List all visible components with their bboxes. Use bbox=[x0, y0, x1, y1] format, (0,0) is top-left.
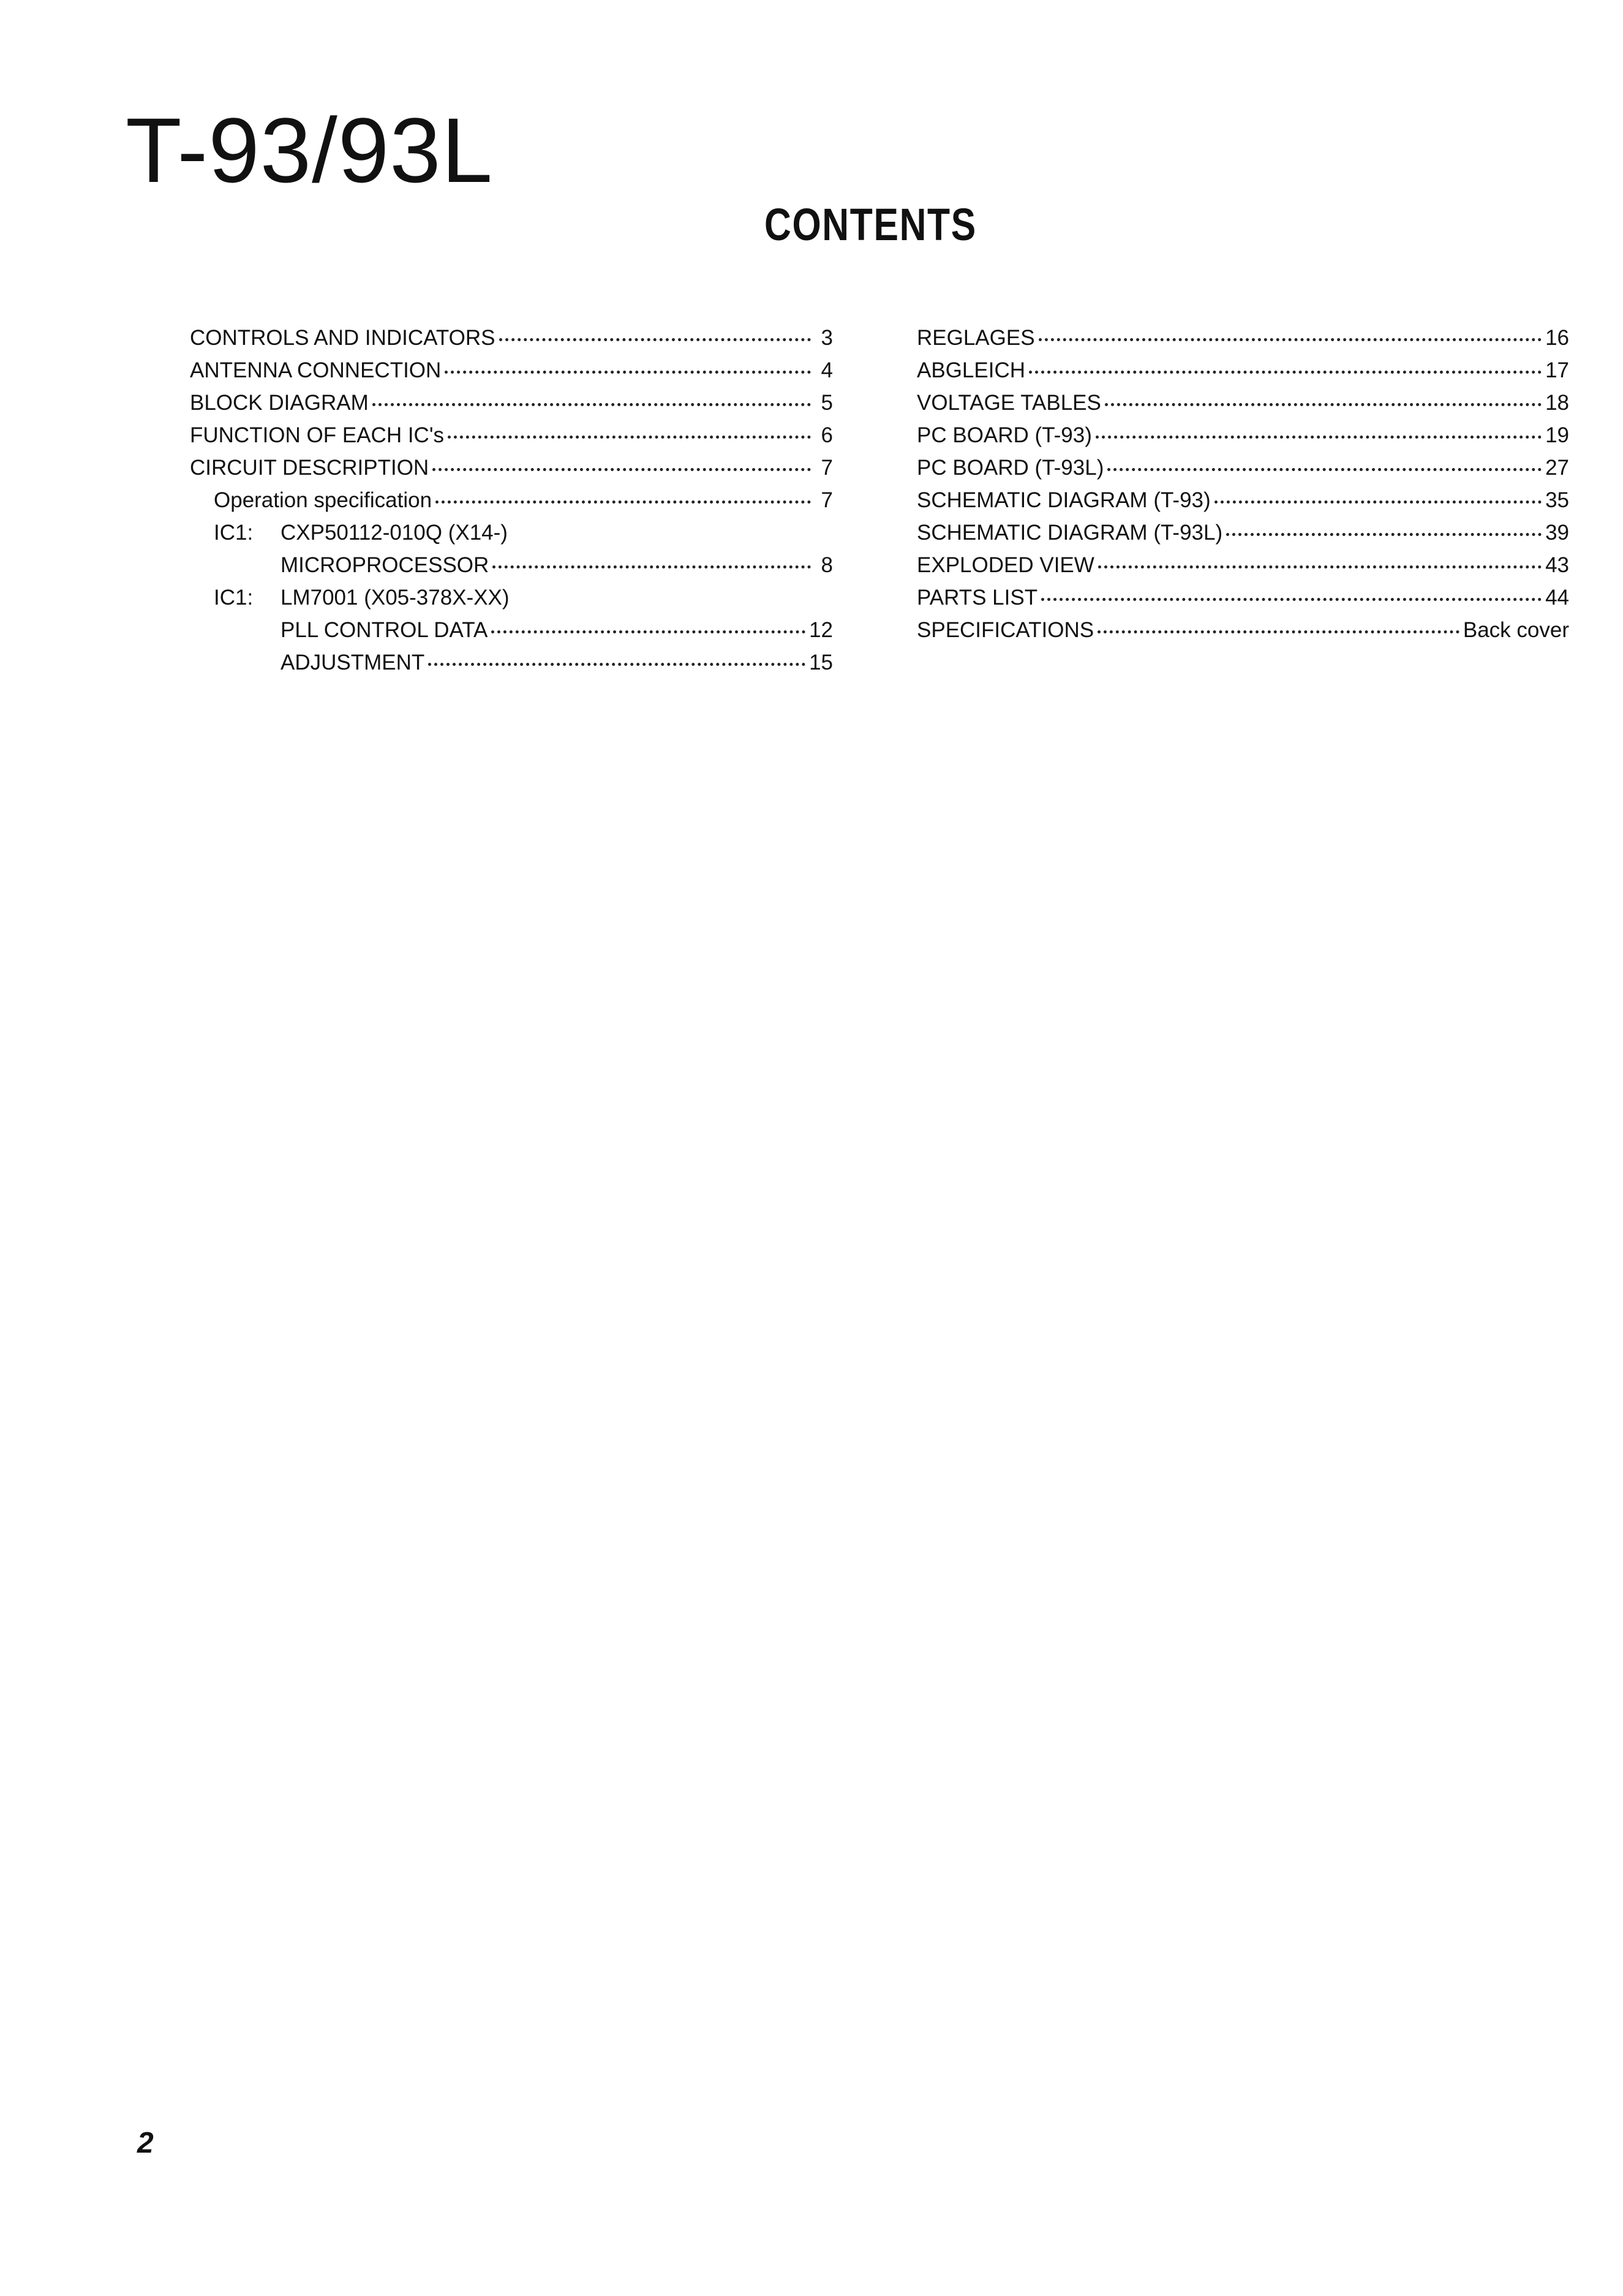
dot-leader bbox=[499, 338, 812, 341]
dot-leader bbox=[448, 436, 811, 439]
toc-entry-page: 4 bbox=[821, 358, 833, 382]
toc-subheading bbox=[190, 581, 833, 614]
toc-entry[interactable] bbox=[917, 549, 1569, 581]
toc-entry[interactable] bbox=[917, 484, 1569, 516]
dot-leader bbox=[1226, 533, 1542, 536]
toc-entry-label: SPECIFICATIONS bbox=[917, 618, 1094, 642]
toc-entry-prefix: IC1: bbox=[214, 586, 254, 610]
toc-entry-prefix: IC1: bbox=[214, 521, 254, 545]
toc-entry-page: 5 bbox=[821, 391, 833, 415]
toc-entry-page: 17 bbox=[1545, 358, 1569, 382]
toc-entry[interactable] bbox=[917, 614, 1569, 646]
toc-entry-label: EXPLODED VIEW bbox=[917, 553, 1094, 577]
toc-entry-page: 44 bbox=[1545, 586, 1569, 610]
dot-leader bbox=[1107, 468, 1542, 471]
toc-entry[interactable] bbox=[190, 322, 833, 354]
toc-entry[interactable] bbox=[917, 354, 1569, 387]
toc-entry-page: 7 bbox=[821, 488, 833, 512]
toc-entry-label: Operation specification bbox=[214, 488, 432, 512]
toc-subentry[interactable] bbox=[190, 484, 833, 516]
toc-right-column bbox=[917, 322, 1569, 646]
page-number: 2 bbox=[137, 2127, 154, 2159]
toc-entry-page: 39 bbox=[1545, 521, 1569, 545]
toc-entry[interactable] bbox=[917, 322, 1569, 354]
dot-leader bbox=[428, 663, 805, 666]
toc-entry-label: SCHEMATIC DIAGRAM (T-93) bbox=[917, 488, 1211, 512]
toc-entry[interactable] bbox=[917, 451, 1569, 484]
dot-leader bbox=[435, 500, 811, 504]
contents-heading: CONTENTS bbox=[764, 199, 977, 250]
toc-entry-label: MICROPROCESSOR bbox=[281, 553, 489, 577]
toc-subentry[interactable] bbox=[190, 549, 833, 581]
dot-leader bbox=[1096, 436, 1542, 439]
toc-entry-label: ADJUSTMENT bbox=[281, 651, 425, 674]
toc-entry[interactable] bbox=[190, 451, 833, 484]
toc-entry-label: PARTS LIST bbox=[917, 586, 1038, 610]
toc-entry-page: 16 bbox=[1545, 326, 1569, 350]
toc-entry-page: Back cover bbox=[1463, 618, 1569, 642]
toc-entry-label: CIRCUIT DESCRIPTION bbox=[190, 456, 429, 480]
dot-leader bbox=[1039, 338, 1542, 341]
toc-entry[interactable] bbox=[917, 516, 1569, 549]
dot-leader bbox=[1098, 565, 1542, 568]
toc-subentry[interactable] bbox=[190, 614, 833, 646]
toc-entry-label: ANTENNA CONNECTION bbox=[190, 358, 442, 382]
dot-leader bbox=[432, 468, 811, 471]
toc-entry-page: 43 bbox=[1545, 553, 1569, 577]
toc-entry-label: PC BOARD (T-93) bbox=[917, 423, 1092, 447]
dot-leader bbox=[1029, 371, 1542, 374]
dot-leader bbox=[492, 565, 811, 568]
toc-entry-label: BLOCK DIAGRAM bbox=[190, 391, 369, 415]
model-title: T-93/93L bbox=[126, 99, 494, 202]
dot-leader bbox=[1214, 500, 1542, 504]
toc-entry-page: 27 bbox=[1545, 456, 1569, 480]
dot-leader bbox=[1105, 403, 1542, 406]
dot-leader bbox=[1041, 598, 1542, 601]
toc-entry-label: LM7001 (X05-378X-XX) bbox=[281, 586, 510, 610]
toc-entry-label: ABGLEICH bbox=[917, 358, 1025, 382]
toc-entry-page: 8 bbox=[821, 553, 833, 577]
toc-subentry[interactable] bbox=[190, 646, 833, 679]
dot-leader bbox=[491, 630, 805, 633]
toc-entry[interactable] bbox=[190, 419, 833, 451]
toc-entry-label: FUNCTION OF EACH IC's bbox=[190, 423, 445, 447]
toc-entry-label: VOLTAGE TABLES bbox=[917, 391, 1101, 415]
toc-entry-label: REGLAGES bbox=[917, 326, 1035, 350]
toc-subheading bbox=[190, 516, 833, 549]
toc-entry-label: CONTROLS AND INDICATORS bbox=[190, 326, 495, 350]
toc-entry-page: 15 bbox=[809, 651, 833, 674]
toc-entry-label: PLL CONTROL DATA bbox=[281, 618, 488, 642]
toc-entry[interactable] bbox=[917, 419, 1569, 451]
toc-entry-page: 18 bbox=[1545, 391, 1569, 415]
dot-leader bbox=[445, 371, 811, 374]
toc-entry-page: 6 bbox=[821, 423, 833, 447]
dot-leader bbox=[372, 403, 811, 406]
toc-entry-page: 19 bbox=[1545, 423, 1569, 447]
toc-entry-label: CXP50112-010Q (X14-) bbox=[281, 521, 508, 545]
toc-entry[interactable] bbox=[917, 387, 1569, 419]
toc-entry-page: 35 bbox=[1545, 488, 1569, 512]
toc-entry-page: 3 bbox=[821, 326, 833, 350]
toc-entry-page: 7 bbox=[821, 456, 833, 480]
toc-entry-label: SCHEMATIC DIAGRAM (T-93L) bbox=[917, 521, 1223, 545]
toc-entry[interactable] bbox=[190, 387, 833, 419]
toc-entry[interactable] bbox=[917, 581, 1569, 614]
dot-leader bbox=[1098, 630, 1459, 633]
toc-entry-label: PC BOARD (T-93L) bbox=[917, 456, 1104, 480]
toc-entry-page: 12 bbox=[809, 618, 833, 642]
toc-left-column bbox=[190, 322, 833, 679]
toc-entry[interactable] bbox=[190, 354, 833, 387]
